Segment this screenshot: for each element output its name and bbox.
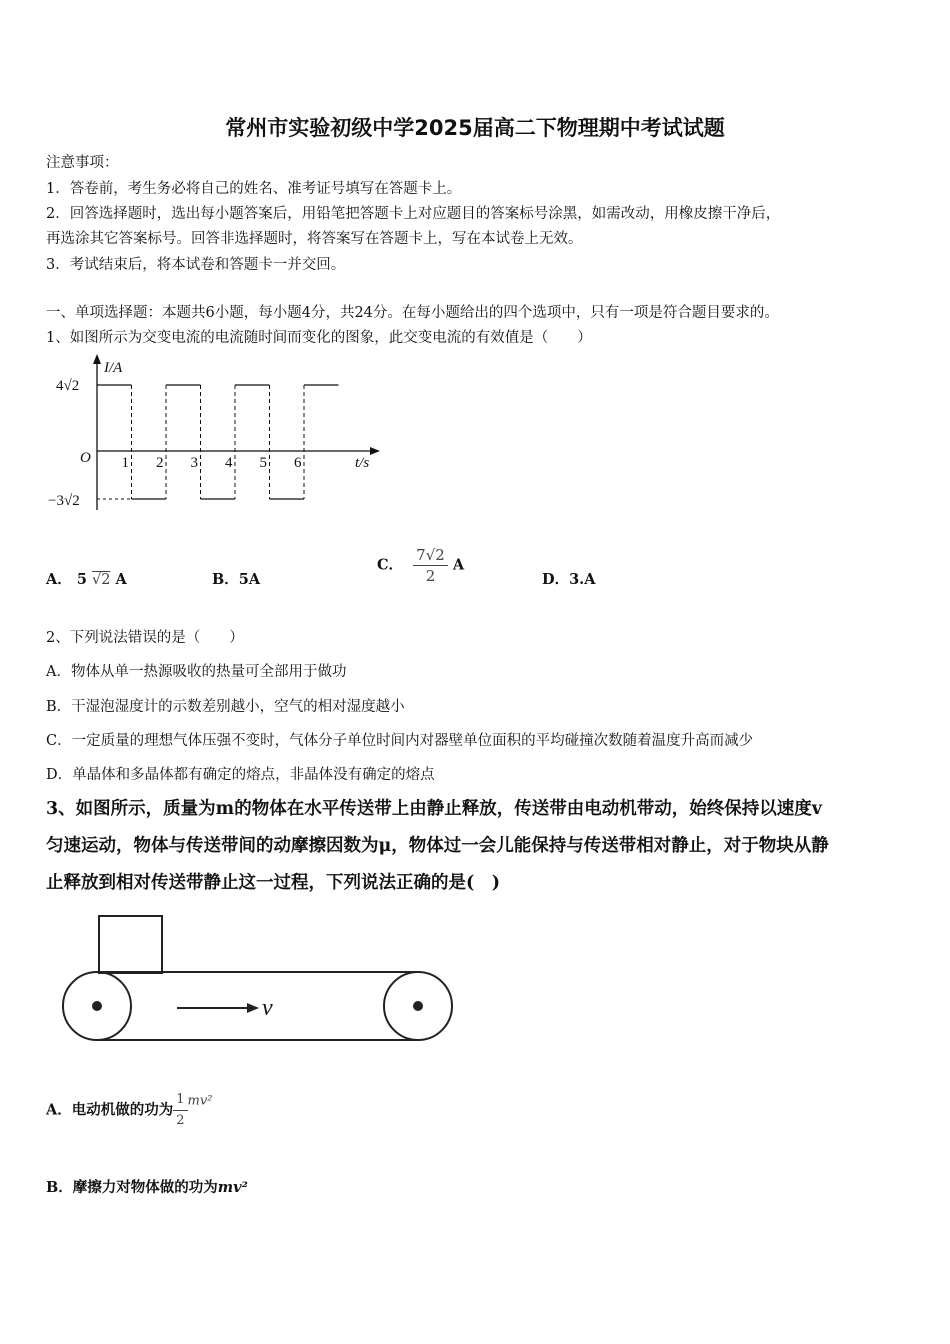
q1-stem: 1、如图所示为交变电流的电流随时间而变化的图象，此交变电流的有效值是（ ）: [46, 330, 592, 346]
notes-heading: 注意事项：: [46, 155, 119, 171]
y-low-label: −3√2: [48, 493, 80, 509]
q1-option-c[interactable]: [377, 545, 464, 586]
numerator: 1: [173, 1090, 187, 1111]
x-tick-label: 5: [259, 455, 267, 471]
q3-stem-line: 3、如图所示，质量为m的物体在水平传送带上由静止释放，传送带由电动机带动，始终保持以速度v: [46, 799, 822, 819]
denominator: 2: [176, 1113, 185, 1128]
option-label: C．: [377, 556, 404, 574]
y-axis-arrow: [93, 354, 101, 364]
q1-option-a[interactable]: [46, 568, 127, 589]
q2-option-c[interactable]: C．一定质量的理想气体压强不变时，气体分子单位时间内对器壁单位面积的平均碰撞次数随着温度升高而减少: [46, 733, 754, 749]
option-value: 5: [76, 571, 87, 588]
note-item: 再选涂其它答案标号。回答非选择题时，将答案写在答题卡上，写在本试卷上无效。: [46, 231, 583, 247]
expression: mv²: [217, 1179, 248, 1196]
block: [99, 916, 162, 973]
velocity-label: v: [262, 995, 273, 1021]
note-item: 3．考试结束后，将本试卷和答题卡一并交回。: [46, 257, 346, 273]
current-time-graph: [40, 350, 400, 520]
q2-stem: 2、下列说法错误的是（ ）: [46, 630, 244, 646]
left-pulley-axle: [92, 1001, 102, 1011]
option-unit: A: [452, 556, 465, 574]
page-title: 常州市实验初级中学2025届高二下物理期中考试试题: [225, 116, 725, 140]
q3-stem-line: 止释放到相对传送带静止这一过程，下列说法正确的是( ): [46, 873, 501, 893]
q2-option-b[interactable]: B．干湿泡湿度计的示数差别越小，空气的相对湿度越小: [46, 699, 405, 715]
x-tick-label: 1: [121, 455, 129, 471]
option-label: A．: [46, 571, 72, 588]
x-tick-label: 3: [190, 455, 198, 471]
q3-option-a[interactable]: [46, 1090, 212, 1131]
q1-option-d[interactable]: D．3.A: [542, 571, 596, 588]
numerator: 7√2: [413, 545, 448, 566]
option-text: A．电动机做的功为: [46, 1101, 174, 1119]
x-axis-arrow: [370, 447, 380, 455]
x-tick-label: 4: [225, 455, 233, 471]
q2-option-a[interactable]: A．物体从单一热源吸收的热量可全部用于做功: [46, 664, 347, 680]
denominator: 2: [425, 567, 436, 585]
right-pulley-axle: [413, 1001, 423, 1011]
expression: mv²: [187, 1093, 213, 1109]
x-axis-label: t/s: [355, 455, 370, 471]
y-axis-label: I/A: [104, 360, 123, 376]
conveyor-belt-figure: [55, 910, 455, 1050]
q1-option-b[interactable]: B．5A: [212, 571, 261, 588]
origin-label: O: [80, 450, 91, 466]
note-item: 2．回答选择题时，选出每小题答案后，用铅笔把答题卡上对应题目的答案标号涂黑，如需改动，用橡皮擦干净后，: [46, 206, 781, 222]
option-unit: A: [115, 571, 127, 588]
fraction: [413, 545, 448, 586]
velocity-arrowhead: [247, 1003, 259, 1013]
section-heading: 一、单项选择题：本题共6小题，每小题4分，共24分。在每小题给出的四个选项中，只有一项是符合题目要求的。: [46, 305, 779, 321]
sqrt-expr: √2: [91, 572, 111, 588]
note-item: 1．答卷前，考生务必将自己的姓名、准考证号填写在答题卡上。: [46, 181, 462, 197]
q3-stem-line: 匀速运动，物体与传送带间的动摩擦因数为μ，物体过一会儿能保持与传送带相对静止，对于物块从静: [46, 836, 829, 856]
q3-option-b[interactable]: [46, 1176, 248, 1197]
q2-option-d[interactable]: D．单晶体和多晶体都有确定的熔点，非晶体没有确定的熔点: [46, 767, 435, 783]
option-text: B．摩擦力对物体做的功为: [46, 1179, 218, 1196]
x-tick-label: 2: [156, 455, 164, 471]
fraction: [173, 1090, 187, 1131]
y-high-label: 4√2: [56, 378, 80, 394]
x-tick-label: 6: [294, 455, 302, 471]
